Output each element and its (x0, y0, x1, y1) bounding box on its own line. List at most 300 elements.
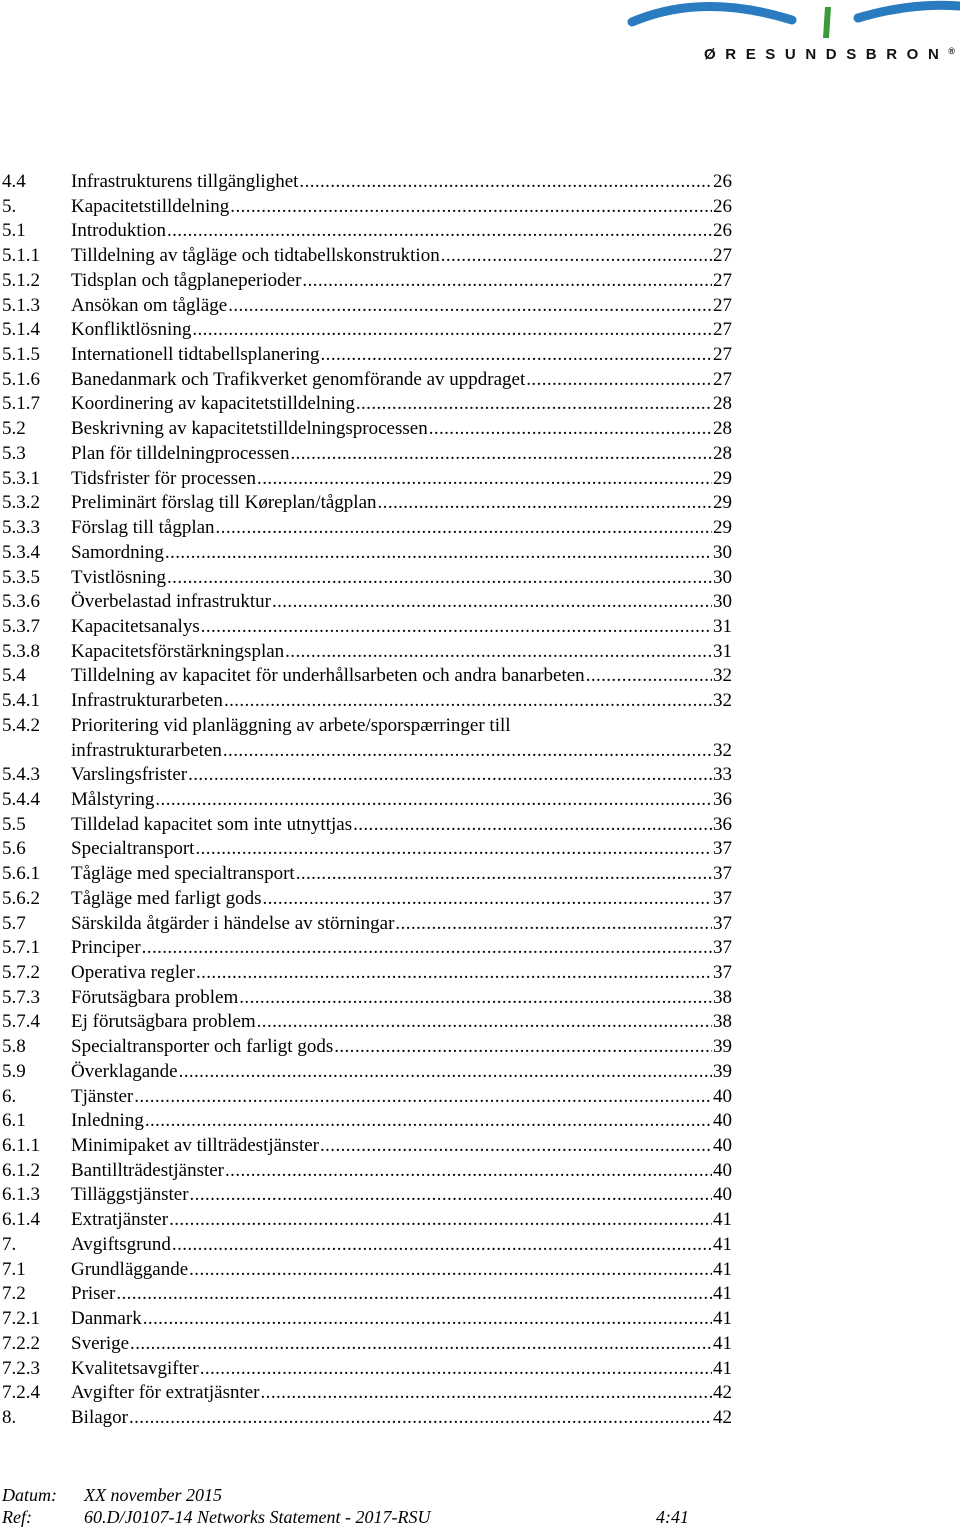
toc-number: 5.1.2 (2, 269, 40, 291)
toc-entry[interactable] (0, 936, 740, 961)
toc-entry[interactable] (0, 912, 740, 937)
toc-entry-line (71, 1307, 732, 1332)
toc-number: 7.2 (2, 1283, 26, 1305)
toc-leader-dots (378, 491, 712, 516)
toc-number: 5.3 (2, 442, 26, 464)
toc-page-number: 41 (713, 1233, 732, 1255)
toc-number: 5.4 (2, 665, 26, 687)
toc-leader-dots (285, 640, 712, 665)
toc-entry[interactable] (0, 1109, 740, 1134)
toc-title: Grundläggande (71, 1258, 189, 1280)
toc-number: 5.3.7 (2, 615, 40, 637)
toc-entry-line (71, 1109, 732, 1134)
toc-page-number: 26 (713, 220, 732, 242)
toc-entry[interactable] (0, 244, 740, 269)
toc-number: 5.2 (2, 418, 26, 440)
toc-entry-line (71, 739, 732, 764)
toc-title: Infrastrukturens tillgänglighet (71, 171, 299, 192)
toc-entry[interactable] (0, 541, 740, 566)
toc-entry[interactable] (0, 467, 740, 492)
date-label: Datum: (2, 1485, 57, 1505)
toc-page-number: 30 (713, 566, 732, 588)
toc-leader-dots (145, 1109, 712, 1134)
toc-entry[interactable] (0, 1010, 740, 1035)
toc-page-number: 28 (713, 442, 732, 464)
toc-leader-dots (143, 1307, 712, 1332)
toc-entry-line (71, 195, 732, 220)
toc-entry-line (71, 318, 732, 343)
toc-entry-line (71, 1258, 732, 1283)
toc-number: 6.1 (2, 1110, 26, 1132)
toc-number: 6.1.3 (2, 1184, 40, 1206)
toc-entry-line (71, 1183, 732, 1208)
toc-title: Kapacitetsförstärkningsplan (71, 640, 285, 662)
toc-entry-line (71, 1208, 732, 1233)
toc-page-number: 28 (713, 418, 732, 440)
toc-leader-dots (334, 1035, 712, 1060)
toc-page-number: 28 (713, 393, 732, 415)
toc-page-number: 27 (713, 368, 732, 390)
toc-entry-line (71, 467, 732, 492)
toc-number: 5.7 (2, 912, 26, 934)
toc-leader-dots (190, 1183, 712, 1208)
toc-entry-line (71, 1406, 732, 1431)
toc-number: 7.2.3 (2, 1357, 40, 1379)
toc-page-number: 29 (713, 517, 732, 539)
toc-title: Sverige (71, 1332, 130, 1354)
toc-leader-dots (395, 912, 712, 937)
toc-page-number: 40 (713, 1159, 732, 1181)
toc-entry[interactable] (0, 1332, 740, 1357)
toc-page-number: 37 (713, 838, 732, 860)
toc-title: Förslag till tågplan (71, 517, 215, 539)
toc-number: 5.3.2 (2, 492, 40, 514)
toc-entry-line (71, 417, 732, 442)
toc-entry-line (71, 986, 732, 1011)
toc-entry-line (71, 912, 732, 937)
toc-entry-line (71, 368, 732, 393)
toc-entry-line (71, 813, 732, 838)
toc-number: 5.1.7 (2, 393, 40, 415)
toc-page-number: 29 (713, 467, 732, 489)
toc-title: Priser (71, 1283, 116, 1305)
toc-page-number: 32 (713, 739, 732, 761)
toc-title: Principer (71, 937, 141, 959)
toc-leader-dots (272, 590, 712, 615)
toc-entry[interactable] (0, 1134, 740, 1159)
toc-title: Ansökan om tågläge (71, 294, 228, 316)
toc-entry[interactable] (0, 1183, 740, 1208)
toc-entry[interactable] (0, 640, 740, 665)
toc-page-number: 41 (713, 1209, 732, 1231)
toc-page-number: 37 (713, 912, 732, 934)
toc-leader-dots (224, 689, 712, 714)
toc-page-number: 40 (713, 1110, 732, 1132)
toc-title: Målstyring (71, 788, 155, 810)
toc-leader-dots (129, 1406, 712, 1431)
toc-page-number: 27 (713, 344, 732, 366)
toc-entry-line (71, 1134, 732, 1159)
toc-leader-dots (441, 244, 712, 269)
toc-number: 5.6 (2, 838, 26, 860)
toc-entry[interactable] (0, 1381, 740, 1406)
toc-page-number: 37 (713, 887, 732, 909)
toc-title: Plan för tilldelningprocessen (71, 442, 290, 464)
toc-entry[interactable] (0, 1060, 740, 1085)
toc-leader-dots (172, 1233, 712, 1258)
toc-number: 5.4.3 (2, 764, 40, 786)
toc-entry[interactable] (0, 788, 740, 813)
toc-number: 5.4.2 (2, 714, 40, 736)
toc-title: Förutsägbara problem (71, 986, 239, 1008)
toc-number: 5. (2, 195, 17, 217)
toc-entry-line (71, 1233, 732, 1258)
toc-entry[interactable] (0, 961, 740, 986)
toc-leader-dots (526, 368, 712, 393)
toc-title: Tidsplan och tågplaneperioder (71, 269, 302, 291)
toc-entry[interactable] (0, 269, 740, 294)
toc-title: Inledning (71, 1110, 144, 1132)
toc-number: 5.1.6 (2, 368, 40, 390)
toc-entry[interactable] (0, 714, 740, 739)
toc-page-number: 27 (713, 319, 732, 341)
toc-entry[interactable] (0, 516, 740, 541)
toc-number: 7.2.1 (2, 1308, 40, 1330)
toc-entry[interactable] (0, 1208, 740, 1233)
toc-leader-dots (356, 392, 712, 417)
toc-entry-line (71, 1357, 732, 1382)
toc-title: Beskrivning av kapacitetstilldelningsprocessen (71, 418, 428, 440)
toc-entry[interactable] (0, 986, 740, 1011)
toc-title: Konfliktlösning (71, 319, 192, 341)
toc-title: Tilldelning av kapacitet för underhållsarbeten och andra banarbeten (71, 665, 585, 687)
toc-entry[interactable] (0, 763, 740, 788)
toc-title: Specialtransport (71, 838, 195, 860)
toc-page-number: 36 (713, 788, 732, 810)
toc-entry-line (71, 1010, 732, 1035)
toc-number: 5.6.1 (2, 863, 40, 885)
toc-page-number: 42 (713, 1382, 732, 1404)
toc-title: Internationell tidtabellsplanering (71, 344, 320, 366)
toc-entry[interactable] (0, 862, 740, 887)
toc-leader-dots (302, 269, 712, 294)
toc-leader-dots (257, 1010, 712, 1035)
toc-entry-line (71, 269, 732, 294)
toc-leader-dots (296, 862, 712, 887)
toc-page-number: 36 (713, 813, 732, 835)
toc-entry-line (71, 961, 732, 986)
toc-number: 7. (2, 1233, 17, 1255)
toc-page-number: 39 (713, 1036, 732, 1058)
toc-entry[interactable] (0, 170, 740, 195)
toc-title: Introduktion (71, 220, 166, 242)
toc-entry-line (71, 887, 732, 912)
toc-leader-dots (257, 467, 712, 492)
toc-number: 7.1 (2, 1258, 26, 1280)
toc-title: Tågläge med specialtransport (71, 863, 295, 885)
toc-entry[interactable] (0, 294, 740, 319)
toc-entry-line (71, 788, 732, 813)
toc-page-number: 26 (713, 171, 732, 192)
toc-page-number: 29 (713, 492, 732, 514)
ref-label: Ref: (2, 1507, 32, 1527)
toc-number: 5.1.4 (2, 319, 40, 341)
toc-number: 6. (2, 1085, 17, 1107)
page-number: 4:41 (656, 1507, 689, 1527)
toc-entry-line (71, 170, 732, 195)
toc-title: Banedanmark och Trafikverket genomförande av uppdraget (71, 368, 526, 390)
date-value: XX november 2015 (84, 1485, 222, 1505)
toc-entry-line (71, 219, 732, 244)
toc-leader-dots (167, 566, 712, 591)
toc-number: 5.3.8 (2, 640, 40, 662)
toc-leader-dots (299, 170, 712, 195)
toc-entry-line (71, 343, 732, 368)
toc-entry[interactable] (0, 1406, 740, 1431)
toc-title: Tjänster (71, 1085, 134, 1107)
toc-number: 8. (2, 1406, 17, 1428)
toc-entry[interactable] (0, 343, 740, 368)
toc-page-number: 37 (713, 863, 732, 885)
toc-leader-dots (189, 1258, 712, 1283)
logo-wordmark: ØRESUNDSBRON® (704, 46, 956, 63)
toc-leader-dots (223, 739, 712, 764)
toc-entry-line (71, 1381, 732, 1406)
toc-page-number: 41 (713, 1283, 732, 1305)
toc-number: 7.2.2 (2, 1332, 40, 1354)
toc-title: Bilagor (71, 1406, 128, 1428)
toc-number: 5.1.3 (2, 294, 40, 316)
toc-leader-dots (230, 195, 712, 220)
toc-number: 6.1.2 (2, 1159, 40, 1181)
toc-leader-dots (201, 615, 712, 640)
toc-leader-dots (228, 294, 712, 319)
toc-title: Minimipaket av tillträdestjänster (71, 1135, 319, 1157)
toc-page-number: 27 (713, 269, 732, 291)
toc-page-number: 30 (713, 591, 732, 613)
toc-number: 5.7.3 (2, 986, 40, 1008)
toc-title: Specialtransporter och farligt gods (71, 1036, 334, 1058)
toc-title: Bantillträdestjänster (71, 1159, 225, 1181)
toc-entry[interactable] (0, 1282, 740, 1307)
toc-number: 5.3.1 (2, 467, 40, 489)
toc-title: Kapacitetstilldelning (71, 195, 230, 217)
toc-leader-dots (429, 417, 712, 442)
toc-entry-line (71, 837, 732, 862)
toc-entry-line (71, 1060, 732, 1085)
toc-title: Danmark (71, 1308, 142, 1330)
toc-entry-line (71, 491, 732, 516)
toc-number: 5.3.3 (2, 517, 40, 539)
toc-title: Tilläggstjänster (71, 1184, 189, 1206)
toc-leader-dots (216, 516, 712, 541)
toc-entry[interactable] (0, 1233, 740, 1258)
toc-page-number: 31 (713, 615, 732, 637)
toc-entry-line (71, 689, 732, 714)
toc-title: Prioritering vid planläggning av arbete/sporspærringer till (71, 714, 511, 736)
toc-number: 5.3.4 (2, 541, 40, 563)
toc-title: Tvistlösning (71, 566, 167, 588)
toc-entry[interactable] (0, 813, 740, 838)
toc-number: 5.4.1 (2, 690, 40, 712)
toc-title: Överbelastad infrastruktur (71, 591, 271, 613)
toc-number: 5.7.1 (2, 937, 40, 959)
toc-number: 5.9 (2, 1060, 26, 1082)
toc-entry-line (71, 1159, 732, 1184)
toc-leader-dots (225, 1159, 712, 1184)
toc-number: 5.4.4 (2, 788, 40, 810)
toc-title: Operativa regler (71, 962, 195, 983)
toc-entry-line (71, 615, 732, 640)
toc-leader-dots (200, 1357, 712, 1382)
toc-page-number: 30 (713, 541, 732, 563)
toc-page-number: 32 (713, 690, 732, 712)
toc-leader-dots (586, 664, 712, 689)
toc-number: 5.7.2 (2, 962, 40, 983)
toc-number: 7.2.4 (2, 1382, 40, 1404)
toc-title: Koordinering av kapacitetstilldelning (71, 393, 355, 415)
toc-entry[interactable] (0, 1159, 740, 1184)
toc-entry[interactable] (0, 1085, 740, 1110)
toc-entry[interactable] (0, 566, 740, 591)
toc-number: 5.7.4 (2, 1011, 40, 1033)
toc-entry[interactable] (0, 837, 740, 862)
toc-entry-line (71, 541, 732, 566)
toc-page-number: 41 (713, 1357, 732, 1379)
toc-entry-line (71, 1282, 732, 1307)
toc-entry[interactable] (0, 887, 740, 912)
toc-entry[interactable] (0, 491, 740, 516)
toc-page-number: 39 (713, 1060, 732, 1082)
toc-entry[interactable] (0, 318, 740, 343)
toc-entry-line (71, 936, 732, 961)
toc-entry[interactable] (0, 1035, 740, 1060)
toc-page-number: 40 (713, 1135, 732, 1157)
toc-entry[interactable] (0, 219, 740, 244)
toc-number: 5.3.5 (2, 566, 40, 588)
toc-entry[interactable] (0, 417, 740, 442)
toc-leader-dots (321, 343, 712, 368)
toc-page-number: 37 (713, 962, 732, 983)
toc-leader-dots (169, 1208, 712, 1233)
toc-title: Preliminärt förslag till Køreplan/tågplan (71, 492, 377, 514)
toc-leader-dots (239, 986, 712, 1011)
toc-page-number: 27 (713, 245, 732, 267)
toc-leader-dots (134, 1085, 712, 1110)
toc-title: Avgifter för extratjäsnter (71, 1382, 260, 1404)
document-footer (0, 1484, 740, 1528)
toc-entry-continuation[interactable] (0, 739, 740, 764)
toc-number: 6.1.1 (2, 1135, 40, 1157)
toc-entry-line (71, 566, 732, 591)
toc-entry-line (71, 244, 732, 269)
toc-page-number: 31 (713, 640, 732, 662)
toc-number: 4.4 (2, 171, 26, 192)
toc-title: Infrastrukturarbeten (71, 690, 223, 712)
toc-entry-line (71, 1332, 732, 1357)
toc-number: 5.3.6 (2, 591, 40, 613)
toc-leader-dots (188, 763, 712, 788)
toc-entry[interactable] (0, 1258, 740, 1283)
toc-title: Överklagande (71, 1060, 178, 1082)
toc-leader-dots (196, 961, 712, 986)
ref-value: 60.D/J0107-14 Networks Statement - 2017-RSU (84, 1507, 431, 1527)
toc-page-number: 42 (713, 1406, 732, 1428)
toc-entry[interactable] (0, 689, 740, 714)
toc-page-number: 26 (713, 195, 732, 217)
toc-entry[interactable] (0, 392, 740, 417)
toc-leader-dots (320, 1134, 712, 1159)
toc-number: 5.6.2 (2, 887, 40, 909)
toc-entry[interactable] (0, 590, 740, 615)
toc-entry-line (71, 763, 732, 788)
toc-page-number: 41 (713, 1332, 732, 1354)
toc-entry[interactable] (0, 664, 740, 689)
table-of-contents (0, 170, 740, 1431)
toc-number: 6.1.4 (2, 1209, 40, 1231)
toc-leader-dots (116, 1282, 712, 1307)
toc-leader-dots (290, 442, 712, 467)
toc-entry-line (71, 516, 732, 541)
toc-leader-dots (192, 318, 712, 343)
toc-page-number: 38 (713, 1011, 732, 1033)
toc-leader-dots (167, 219, 712, 244)
toc-leader-dots (130, 1332, 712, 1357)
toc-entry[interactable] (0, 1357, 740, 1382)
toc-entry-line (71, 664, 732, 689)
toc-title: Varslingsfrister (71, 764, 188, 786)
toc-entry[interactable] (0, 442, 740, 467)
toc-entry[interactable] (0, 615, 740, 640)
toc-number: 5.5 (2, 813, 26, 835)
toc-page-number: 38 (713, 986, 732, 1008)
toc-title: Ej förutsägbara problem (71, 1011, 256, 1033)
toc-page-number: 27 (713, 294, 732, 316)
toc-page-number: 40 (713, 1184, 732, 1206)
toc-leader-dots (261, 1381, 712, 1406)
toc-number: 5.1 (2, 220, 26, 242)
toc-leader-dots (262, 887, 712, 912)
toc-page-number: 40 (713, 1085, 732, 1107)
toc-title-continuation: infrastrukturarbeten (71, 739, 222, 761)
toc-entry-line (71, 392, 732, 417)
toc-number: 5.1.1 (2, 245, 40, 267)
toc-entry-line (71, 442, 732, 467)
toc-entry[interactable] (0, 195, 740, 220)
toc-page-number: 41 (713, 1308, 732, 1330)
toc-number: 5.8 (2, 1036, 26, 1058)
toc-entry[interactable] (0, 368, 740, 393)
toc-page-number: 37 (713, 937, 732, 959)
toc-leader-dots (195, 837, 712, 862)
toc-entry-line (71, 862, 732, 887)
toc-entry-line (71, 294, 732, 319)
toc-number: 5.1.5 (2, 344, 40, 366)
toc-title: Tidsfrister för processen (71, 467, 257, 489)
toc-title: Kapacitetsanalys (71, 615, 200, 637)
toc-entry-line (71, 1085, 732, 1110)
toc-entry-line (71, 640, 732, 665)
toc-entry[interactable] (0, 1307, 740, 1332)
toc-title: Tilldelning av tågläge och tidtabellskonstruktion (71, 245, 440, 267)
toc-title: Särskilda åtgärder i händelse av störningar (71, 912, 395, 934)
toc-entry-line (71, 1035, 732, 1060)
toc-leader-dots (142, 936, 712, 961)
toc-page-number: 33 (713, 764, 732, 786)
toc-title: Avgiftsgrund (71, 1233, 171, 1255)
toc-entry-line (71, 590, 732, 615)
toc-leader-dots (353, 813, 712, 838)
